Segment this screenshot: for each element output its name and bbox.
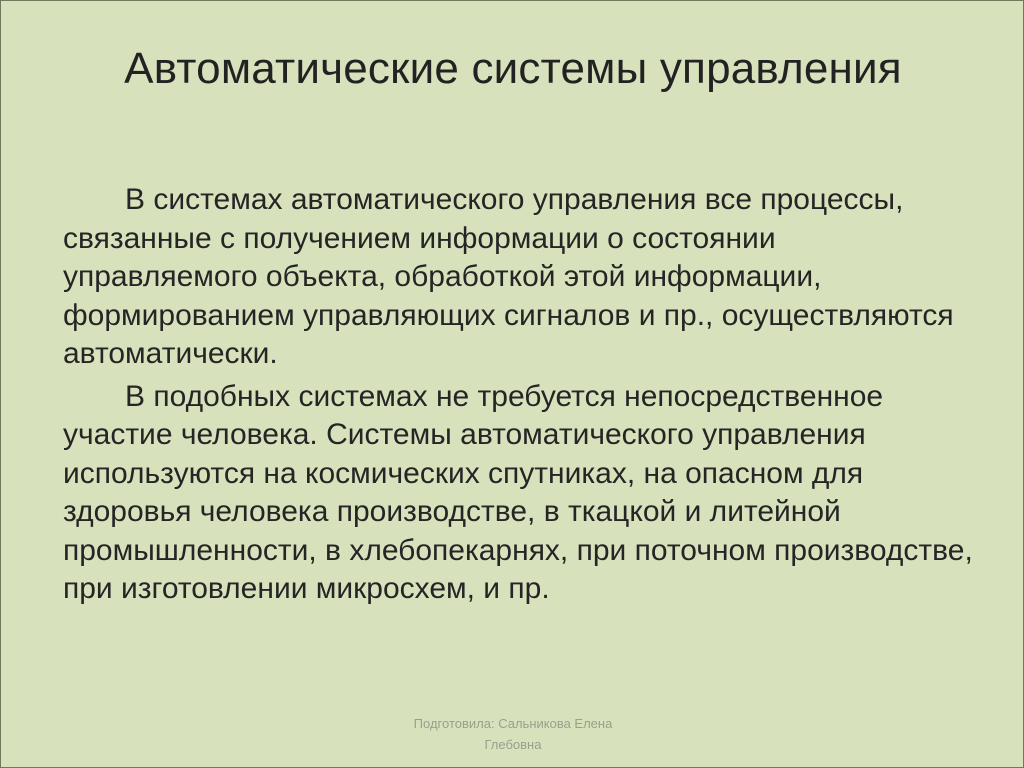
footer-author-line-2: Глебовна [484,737,542,752]
slide-title: Автоматические системы управления [124,44,902,93]
paragraph-2: В подобных системах не требуется непосредственное участие человека. Системы автоматического управления используются на космических спутниках, на опасном для здоровья человека производстве, в ткацкой и литейной промышленности, в хлебопекарнях, при поточном производстве, при изготовлении микросхем, и пр. [63,379,973,605]
slide-body [63,181,973,613]
slide-footer [363,713,663,755]
footer-author-line-1: Подготовила: Сальникова Елена [413,716,613,731]
paragraph-1: В системах автоматического управления все процессы, связанные с получением информации о состоянии управляемого объекта, обработкой этой информации, формированием управляющих сигналов и пр., осуществляются автоматически. [63,183,954,370]
